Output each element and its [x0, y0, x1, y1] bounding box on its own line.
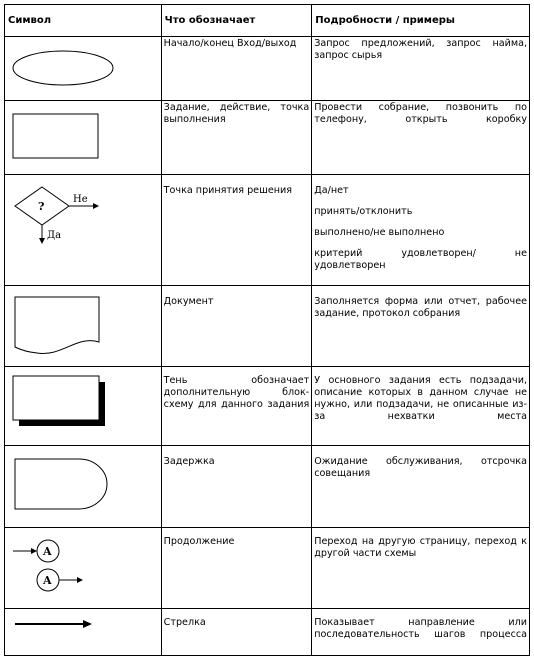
- diamond-no-label: Не: [73, 194, 88, 205]
- header-row: [5, 5, 530, 37]
- table-row: [5, 286, 530, 367]
- details-cell: [312, 175, 530, 286]
- header-symbol: Символ: [5, 5, 162, 37]
- meaning-cell: Продолжение: [161, 528, 312, 609]
- connector-label: A: [43, 545, 52, 558]
- delay-shape-icon: [7, 447, 161, 522]
- connector-circle-icon: [7, 529, 161, 603]
- meaning-cell: Точка принятия решения: [161, 175, 312, 286]
- diamond-question-mark: ?: [38, 200, 45, 213]
- symbol-cell: [5, 37, 162, 101]
- meaning-cell: Задание, действие, точка выполнения: [161, 101, 312, 175]
- table-row: [5, 175, 530, 286]
- symbol-cell: [5, 101, 162, 175]
- decision-diamond-icon: [7, 176, 161, 280]
- table-row: [5, 528, 530, 609]
- symbol-cell: [5, 367, 162, 446]
- details-cell: Ожидание обслуживания, отсрочка совещания: [312, 446, 530, 528]
- table-row: [5, 446, 530, 528]
- details-cell: Провести собрание, позвонить по телефону, открыть коробку: [312, 101, 530, 175]
- diamond-yes-label: Да: [47, 230, 62, 241]
- meaning-cell: Начало/конец Вход/выход: [161, 37, 312, 101]
- header-details: Подробности / примеры: [312, 5, 530, 37]
- meaning-cell: Стрелка: [161, 609, 312, 656]
- symbol-cell: [5, 446, 162, 528]
- document-icon: [7, 287, 161, 361]
- meaning-cell: Задержка: [161, 446, 312, 528]
- details-line: выполнено/не выполнено: [314, 227, 445, 238]
- details-line: Да/нет: [314, 185, 349, 196]
- terminal-ellipse-icon: [7, 38, 161, 95]
- details-line: принять/отклонить: [314, 206, 413, 217]
- details-cell: Переход на другую страницу, переход к другой части схемы: [312, 528, 530, 609]
- table-row: [5, 609, 530, 656]
- details-cell: Запрос предложений, запрос найма, запрос сырья: [312, 37, 530, 101]
- connector-label: A: [43, 574, 52, 587]
- symbol-cell: [5, 286, 162, 367]
- details-line: критерий удовлетворен/ не удовлетворен: [314, 248, 527, 271]
- shadowed-rectangle-icon: [7, 368, 161, 440]
- symbol-cell: [5, 175, 162, 286]
- symbol-cell: [5, 609, 162, 656]
- table-row: [5, 37, 530, 101]
- details-cell: У основного задания есть подзадачи, описание которых в данном случае не нужно, или подзадачи, не описанные из-за нехватки места: [312, 367, 530, 446]
- meaning-cell: Документ: [161, 286, 312, 367]
- meaning-cell: Тень обозначает дополнительную блок-схему для данного задания: [161, 367, 312, 446]
- table-row: [5, 367, 530, 446]
- arrow-icon: [7, 610, 161, 650]
- flowchart-symbols-table: [4, 4, 530, 656]
- details-cell: Показывает направление или последовательность шагов процесса: [312, 609, 530, 656]
- table-row: [5, 101, 530, 175]
- process-rectangle-icon: [7, 102, 161, 169]
- header-meaning: Что обозначает: [161, 5, 312, 37]
- symbol-cell: [5, 528, 162, 609]
- details-cell: Заполняется форма или отчет, рабочее задание, протокол собрания: [312, 286, 530, 367]
